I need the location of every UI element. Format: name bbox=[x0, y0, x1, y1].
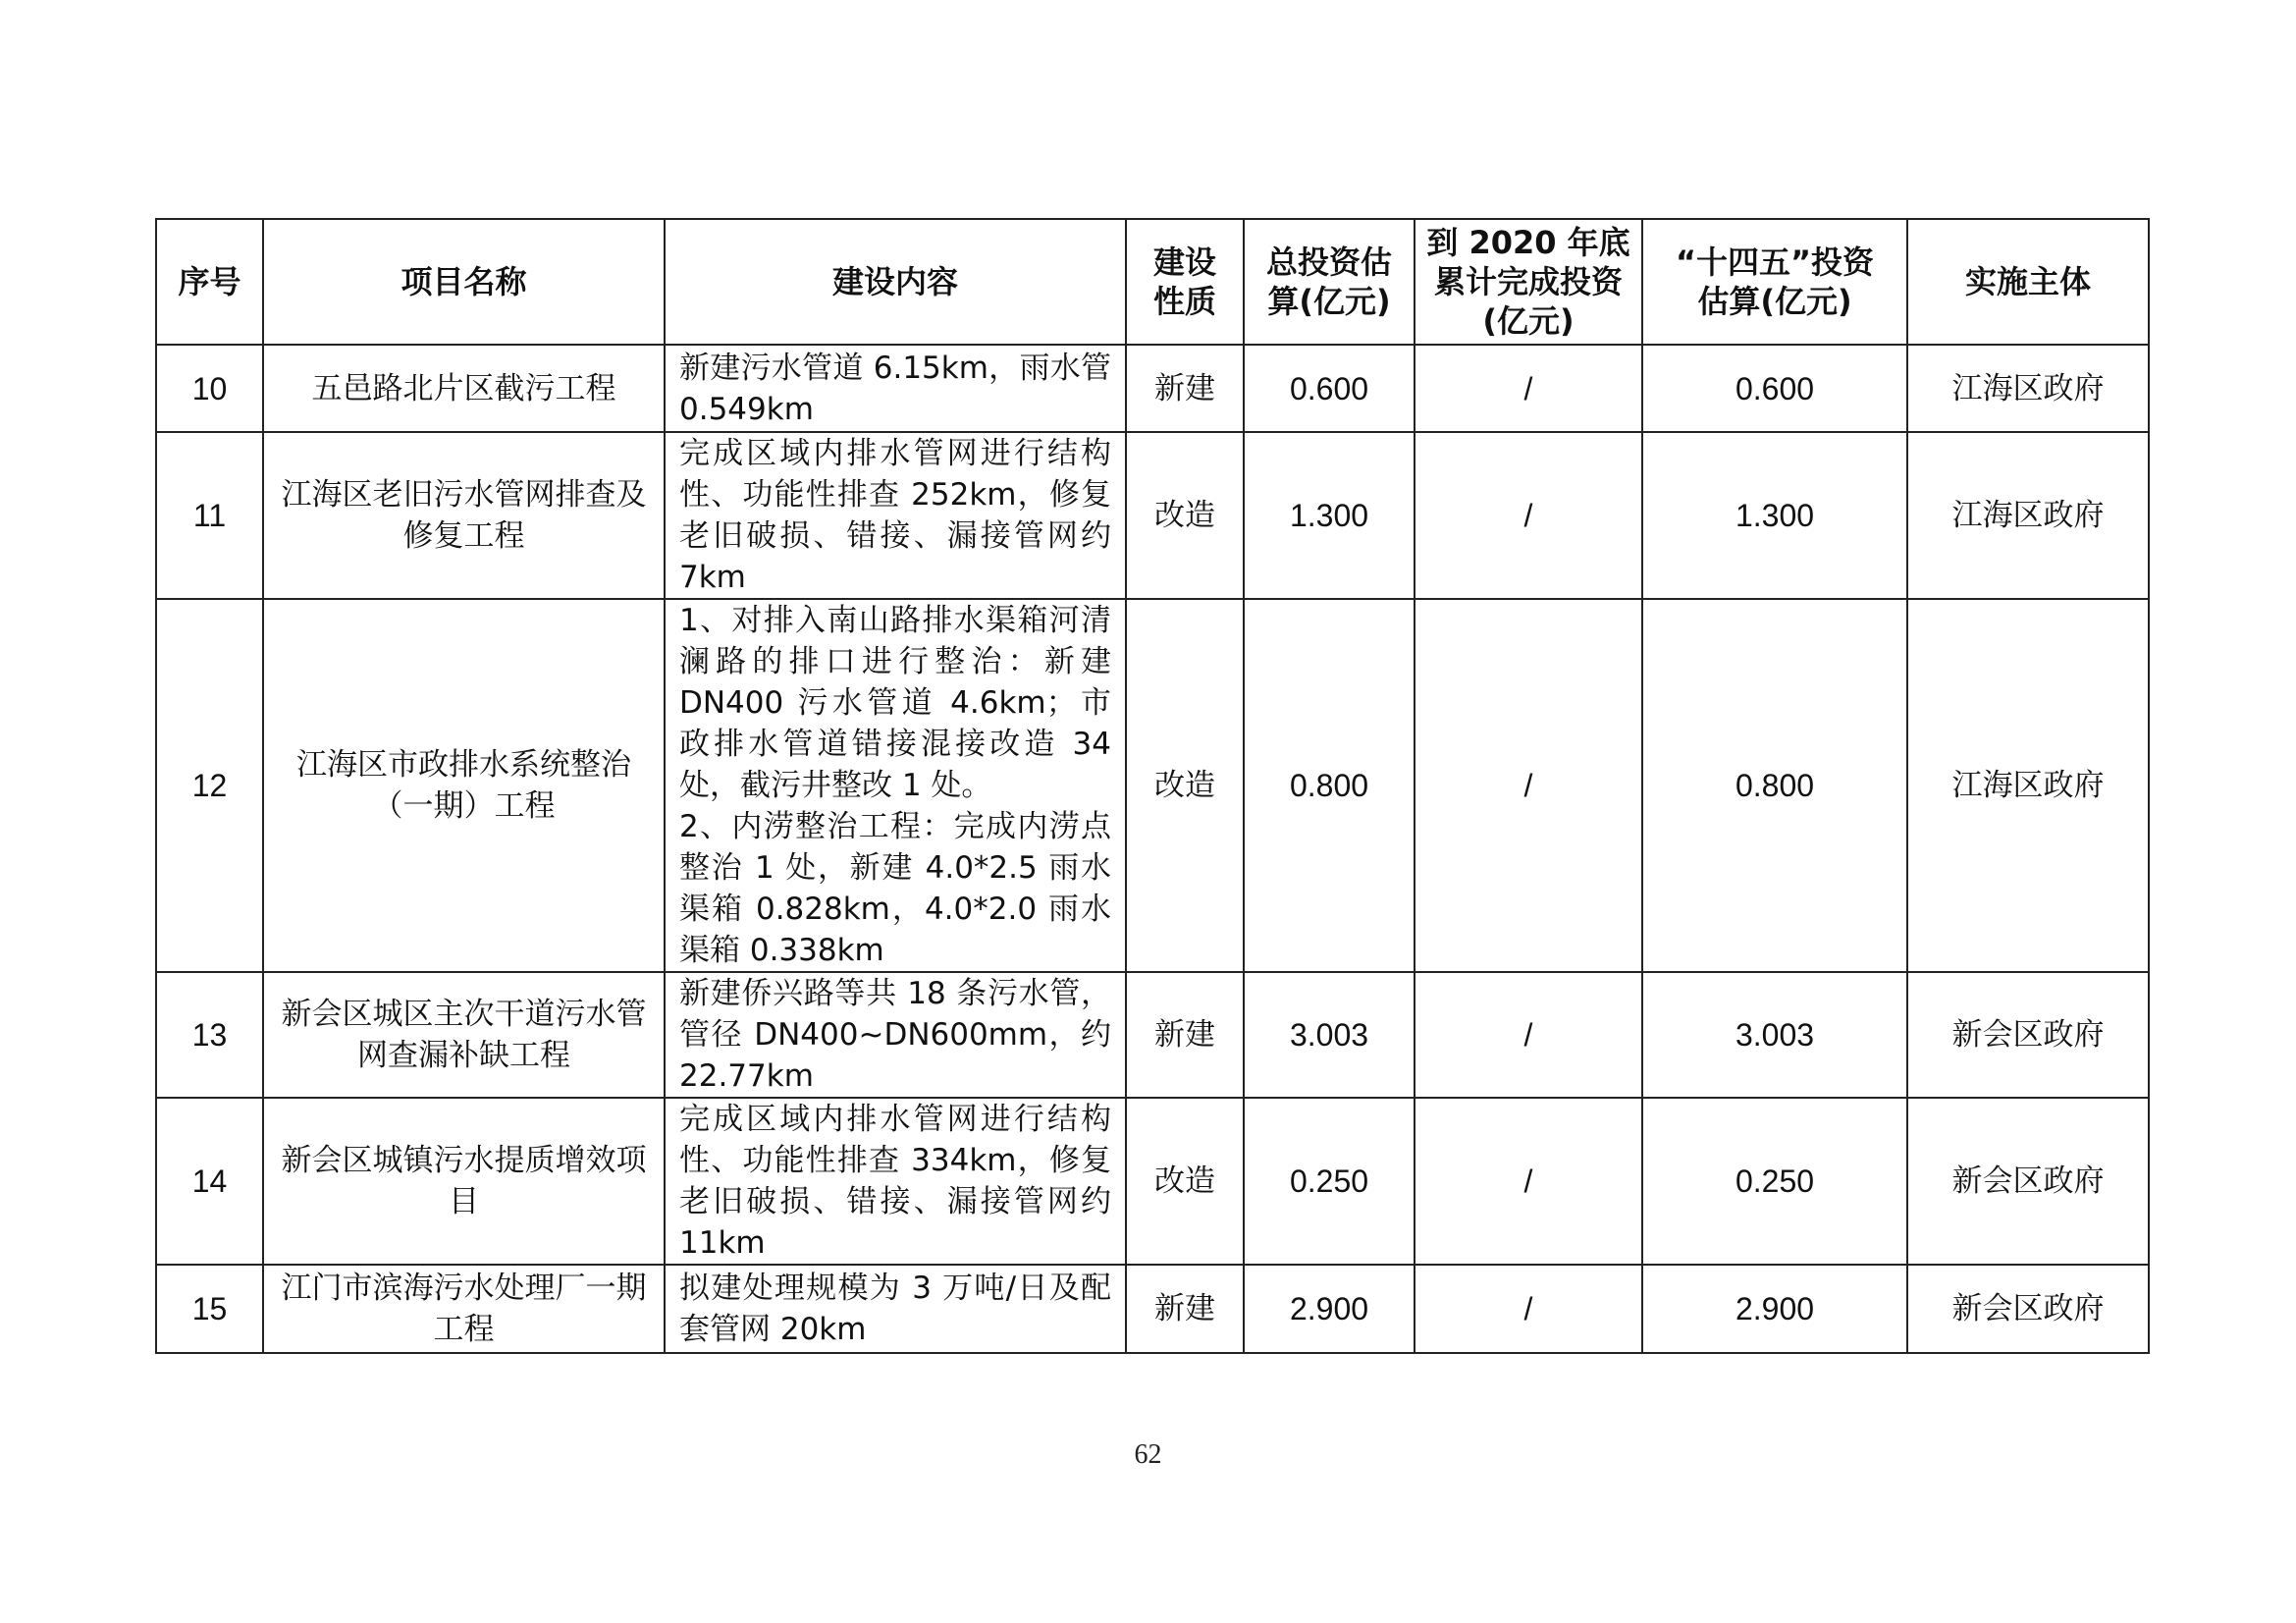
cell-index: 10 bbox=[156, 345, 263, 432]
cell-nature: 新建 bbox=[1126, 1265, 1244, 1353]
header-plan: “十四五”投资 估算(亿元) bbox=[1642, 219, 1907, 345]
cell-name: 新会区城镇污水提质增效项目 bbox=[263, 1098, 665, 1265]
cell-plan: 1.300 bbox=[1642, 432, 1907, 599]
cell-index: 11 bbox=[156, 432, 263, 599]
cell-total: 0.250 bbox=[1244, 1098, 1415, 1265]
cell-plan: 2.900 bbox=[1642, 1265, 1907, 1353]
cell-completed: / bbox=[1415, 345, 1642, 432]
investment-table bbox=[155, 218, 2150, 1354]
header-content: 建设内容 bbox=[665, 219, 1126, 345]
cell-total: 0.600 bbox=[1244, 345, 1415, 432]
cell-total: 2.900 bbox=[1244, 1265, 1415, 1353]
header-nature: 建设 性质 bbox=[1126, 219, 1244, 345]
cell-content: 1、对排入南山路排水渠箱河清澜路的排口进行整治：新建 DN400 污水管道 4.6km；市政排水管道错接混接改造 34 处，截污井整改 1 处。 2、内涝整治工程：完成内涝点整治 1 处，新建 4.0*2.5 雨水渠箱 0.828km，4.0*2.0 雨水渠箱 0.338km bbox=[665, 599, 1126, 972]
header-completed: 到 2020 年底 累计完成投资 (亿元) bbox=[1415, 219, 1642, 345]
cell-nature: 改造 bbox=[1126, 599, 1244, 972]
cell-index: 15 bbox=[156, 1265, 263, 1353]
cell-name: 五邑路北片区截污工程 bbox=[263, 345, 665, 432]
header-name: 项目名称 bbox=[263, 219, 665, 345]
cell-nature: 新建 bbox=[1126, 345, 1244, 432]
table-row bbox=[156, 345, 2149, 432]
cell-plan: 0.800 bbox=[1642, 599, 1907, 972]
cell-completed: / bbox=[1415, 432, 1642, 599]
cell-owner: 江海区政府 bbox=[1907, 432, 2149, 599]
cell-nature: 新建 bbox=[1126, 972, 1244, 1098]
cell-plan: 3.003 bbox=[1642, 972, 1907, 1098]
cell-owner: 江海区政府 bbox=[1907, 599, 2149, 972]
cell-completed: / bbox=[1415, 972, 1642, 1098]
cell-total: 1.300 bbox=[1244, 432, 1415, 599]
cell-owner: 江海区政府 bbox=[1907, 345, 2149, 432]
page-number: 62 bbox=[1134, 1439, 1162, 1470]
cell-plan: 0.250 bbox=[1642, 1098, 1907, 1265]
cell-total: 0.800 bbox=[1244, 599, 1415, 972]
table-row bbox=[156, 599, 2149, 972]
cell-content: 完成区域内排水管网进行结构性、功能性排查 334km，修复老旧破损、错接、漏接管网约 11km bbox=[665, 1098, 1126, 1265]
cell-plan: 0.600 bbox=[1642, 345, 1907, 432]
table-header-row bbox=[156, 219, 2149, 345]
header-index: 序号 bbox=[156, 219, 263, 345]
cell-owner: 新会区政府 bbox=[1907, 1265, 2149, 1353]
table-row bbox=[156, 972, 2149, 1098]
cell-completed: / bbox=[1415, 1098, 1642, 1265]
cell-content: 拟建处理规模为 3 万吨/日及配套管网 20km bbox=[665, 1265, 1126, 1353]
cell-index: 13 bbox=[156, 972, 263, 1098]
cell-name: 江海区老旧污水管网排查及修复工程 bbox=[263, 432, 665, 599]
header-total: 总投资估 算(亿元) bbox=[1244, 219, 1415, 345]
cell-name: 江门市滨海污水处理厂一期工程 bbox=[263, 1265, 665, 1353]
cell-index: 14 bbox=[156, 1098, 263, 1265]
header-owner: 实施主体 bbox=[1907, 219, 2149, 345]
cell-name: 新会区城区主次干道污水管网查漏补缺工程 bbox=[263, 972, 665, 1098]
cell-nature: 改造 bbox=[1126, 432, 1244, 599]
table-row bbox=[156, 1098, 2149, 1265]
cell-completed: / bbox=[1415, 1265, 1642, 1353]
cell-completed: / bbox=[1415, 599, 1642, 972]
cell-owner: 新会区政府 bbox=[1907, 1098, 2149, 1265]
cell-content: 完成区域内排水管网进行结构性、功能性排查 252km，修复老旧破损、错接、漏接管网约 7km bbox=[665, 432, 1126, 599]
table-row bbox=[156, 432, 2149, 599]
cell-total: 3.003 bbox=[1244, 972, 1415, 1098]
cell-name: 江海区市政排水系统整治（一期）工程 bbox=[263, 599, 665, 972]
cell-nature: 改造 bbox=[1126, 1098, 1244, 1265]
cell-content: 新建污水管道 6.15km，雨水管 0.549km bbox=[665, 345, 1126, 432]
cell-owner: 新会区政府 bbox=[1907, 972, 2149, 1098]
table-row bbox=[156, 1265, 2149, 1353]
cell-index: 12 bbox=[156, 599, 263, 972]
cell-content: 新建侨兴路等共 18 条污水管，管径 DN400~DN600mm，约 22.77km bbox=[665, 972, 1126, 1098]
